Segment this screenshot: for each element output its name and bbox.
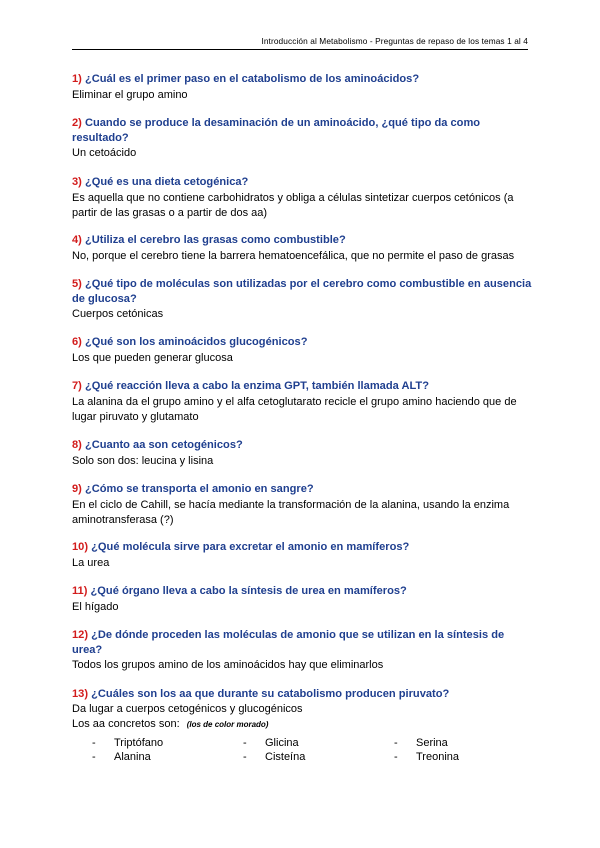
qa-item-9 <box>72 482 532 529</box>
question <box>72 628 532 657</box>
question-number: 4) <box>72 234 82 246</box>
question-number: 1) <box>72 73 82 85</box>
list-item <box>92 736 243 750</box>
question-number: 2) <box>72 117 82 129</box>
question-number: 7) <box>72 380 82 392</box>
answer: Cuerpos cetónicas <box>72 308 164 320</box>
question <box>72 438 532 453</box>
question <box>72 116 532 145</box>
list-item-text: Alanina <box>114 751 151 763</box>
answer: La urea <box>72 556 110 569</box>
question-number: 11) <box>72 585 88 597</box>
question-number: 8) <box>72 439 82 451</box>
list-item <box>92 750 243 764</box>
question-text: ¿Cómo se transporta el amonio en sangre? <box>84 483 314 495</box>
question-text: Cuando se produce la desaminación de un aminoácido, ¿qué tipo da como resultado? <box>72 117 481 144</box>
question <box>72 482 532 497</box>
qa-item-11 <box>72 584 532 615</box>
question-number: 12) <box>72 629 89 641</box>
list-item <box>394 750 532 764</box>
question-text: ¿De dónde proceden las moléculas de amonio que se utilizan en la síntesis de urea? <box>72 629 505 656</box>
question <box>72 72 532 87</box>
list-item-text: Serina <box>416 737 448 749</box>
question <box>72 687 532 702</box>
question-text: ¿Cuál es el primer paso en el catabolismo de los aminoácidos? <box>84 73 420 85</box>
question-number: 9) <box>72 483 82 495</box>
qa-item-10 <box>72 540 532 571</box>
question-text: ¿Qué es una dieta cetogénica? <box>84 176 249 188</box>
answer: Eliminar el grupo amino <box>72 88 188 101</box>
question-text: ¿Qué son los aminoácidos glucogénicos? <box>84 336 308 348</box>
qa-item-12 <box>72 628 532 674</box>
list-item <box>243 736 394 750</box>
answer: Solo son dos: leucina y lisina <box>72 454 214 467</box>
question <box>72 277 532 306</box>
list-item-text: Glicina <box>265 737 299 749</box>
list-item-text: Treonina <box>416 751 460 763</box>
question-text: ¿Utiliza el cerebro las grasas como combustible? <box>84 234 346 246</box>
question <box>72 540 532 555</box>
question <box>72 233 532 248</box>
bullet-dash: - <box>394 737 398 749</box>
question-number: 13) <box>72 688 89 700</box>
bullet-dash: - <box>92 751 96 763</box>
question-text: ¿Cuáles son los aa que durante su catabolismo producen piruvato? <box>91 688 450 700</box>
qa-item-2 <box>72 116 532 162</box>
answer-line-1: Da lugar a cuerpos cetogénicos y glucogénicos <box>72 702 303 715</box>
bullet-dash: - <box>394 751 398 763</box>
question-text: ¿Qué órgano lleva a cabo la síntesis de urea en mamíferos? <box>90 585 407 597</box>
bullet-dash: - <box>92 737 96 749</box>
answer: Los que pueden generar glucosa <box>72 351 233 364</box>
list-item <box>394 736 532 750</box>
answer: No, porque el cerebro tiene la barrera hematoencefálica, que no permite el paso de grasas <box>72 249 515 262</box>
question-text: ¿Qué molécula sirve para excretar el amonio en mamíferos? <box>91 541 410 553</box>
answer: El hígado <box>72 600 119 613</box>
question <box>72 584 532 599</box>
bullet-dash: - <box>243 737 247 749</box>
color-note: (los de color morado) <box>186 720 269 729</box>
qa-item-3 <box>72 175 532 222</box>
question <box>72 379 532 394</box>
question <box>72 175 532 190</box>
qa-item-8 <box>72 438 532 469</box>
answer: Todos los grupos amino de los aminoácidos hay que eliminarlos <box>72 659 384 671</box>
question-text: ¿Qué tipo de moléculas son utilizadas por el cerebro como combustible en ausencia de glucosa? <box>72 278 532 305</box>
answer: En el ciclo de Cahill, se hacía mediante la transformación de la alanina, usando la enzima aminotransferasa (?) <box>72 498 510 526</box>
question-number: 6) <box>72 336 82 348</box>
answer-line-2: Los aa concretos son: <box>72 718 180 730</box>
amino-acid-list <box>92 736 532 764</box>
qa-item-1 <box>72 72 532 103</box>
list-item-text: Cisteína <box>265 751 306 763</box>
qa-item-7 <box>72 379 532 426</box>
bullet-dash: - <box>243 751 247 763</box>
answer: Un cetoácido <box>72 147 137 159</box>
question-text: ¿Cuanto aa son cetogénicos? <box>84 439 243 451</box>
question-number: 10) <box>72 541 89 553</box>
page-header: Introducción al Metabolismo - Preguntas de repaso de los temas 1 al 4 <box>72 36 528 50</box>
answer: Es aquella que no contiene carbohidratos y obliga a células sintetizar cuerpos cetónicos (a partir de las grasas o a partir de dos aa) <box>72 191 514 219</box>
qa-item-6 <box>72 335 532 366</box>
list-item <box>243 750 394 764</box>
answer: La alanina da el grupo amino y el alfa cetoglutarato recicle el grupo amino haciendo que de lugar piruvato y glutamato <box>72 395 517 423</box>
question-text: ¿Qué reacción lleva a cabo la enzima GPT, también llamada ALT? <box>84 380 429 392</box>
question-number: 5) <box>72 278 82 290</box>
question-number: 3) <box>72 176 82 188</box>
qa-item-5 <box>72 277 532 323</box>
qa-item-13 <box>72 687 532 733</box>
question <box>72 335 532 350</box>
answer <box>72 702 532 733</box>
qa-item-4 <box>72 233 532 264</box>
list-item-text: Triptófano <box>114 737 164 749</box>
